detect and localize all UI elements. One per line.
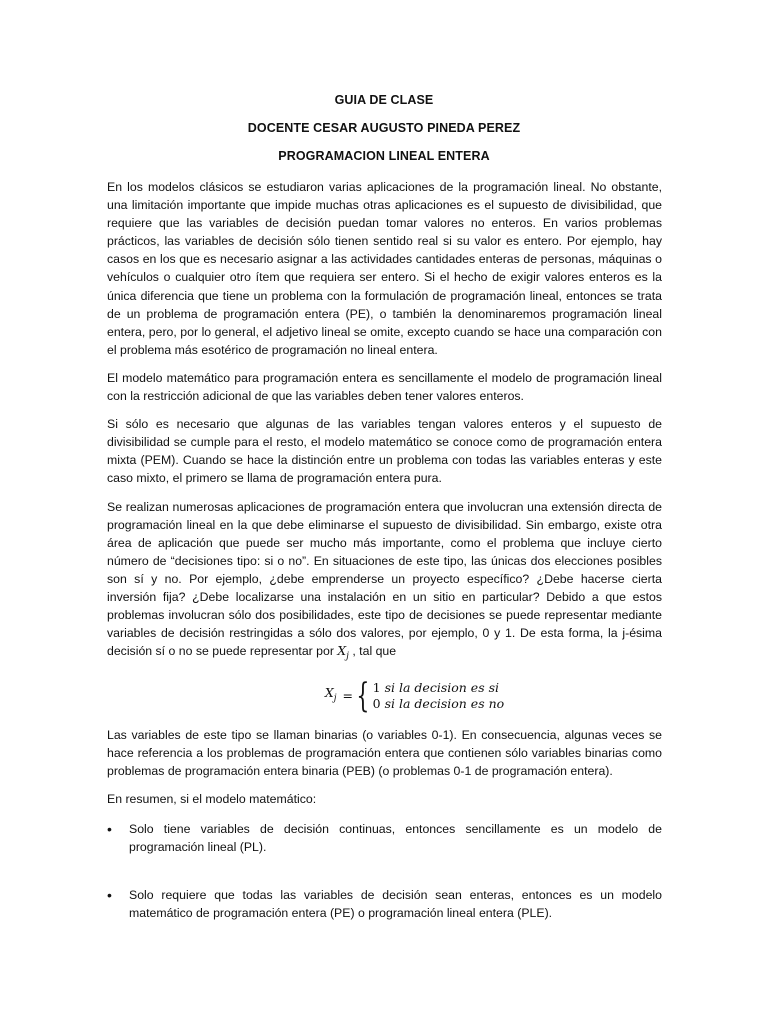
paragraph-intro: En los modelos clásicos se estudiaron varias aplicaciones de la programación lineal. No obstante, una limitación importante que impide muchas otras aplicaciones es el supuesto de divisibilidad, que requiere que las variables de decisión puedan tomar valores no enteros. En varios problemas prácticos, las variables de decisión sólo tienen sentido real si su valor es entero. Por ejemplo, hay casos en los que es necesario asignar a las actividades cantidades enteras de personas, máquinas o vehículos o cualquier otro ítem que requiera ser entero. Si el hecho de exigir valores enteros es la única diferencia que tiene un problema con la formulación de programación lineal, entonces se trata de un problema de programación entera (PE), o también la denominaremos programación lineal entera, pero, por lo general, el adjetivo lineal se omite, excepto cuando se hace una comparación con el problema más esotérico de programación no lineal entera.	[107, 180, 662, 357]
list-item: • Solo tiene variables de decisión continuas, entonces sencillamente es un modelo de programación lineal (PL).	[107, 820, 662, 856]
equation-brace: {	[356, 675, 370, 716]
summary-list	[107, 820, 662, 922]
paragraph-decisions	[107, 498, 662, 666]
teacher-name: DOCENTE CESAR AUGUSTO PINEDA PEREZ	[247, 121, 521, 135]
inline-variable-suffix: , tal que	[348, 644, 397, 659]
binary-variable-equation	[167, 676, 662, 716]
equation-lhs: $X_j$	[324, 685, 337, 704]
document-header	[0, 92, 768, 176]
document-body	[107, 178, 662, 953]
guide-title: GUIA DE CLASE	[334, 93, 434, 107]
paragraph-mixed: Si sólo es necesario que algunas de las variables tengan valores enteros y el supuesto de divisibilidad se cumple para el resto, el modelo matemático se conoce como de programación entera mixta (PEM). Cuando se hace la distinción entre un problema con todas las variables enteras y este caso mixto, el primero se llama de programación entera pura.	[107, 417, 662, 486]
paragraph-decisions-text: Se realizan numerosas aplicaciones de programación entera que involucran una extensión directa de programación lineal en la que debe eliminarse el supuesto de divisibilidad. Sin embargo, existe otra área de aplicación que puede ser mucho más importante, como el problema que incluye cierto número de “decisiones tipo: si o no”. En situaciones de este tipo, las únicas dos elecciones posibles son sí y no. Por ejemplo, ¿debe emprenderse un proyecto específico? ¿Debe hacerse cierta inversión fija? ¿Debe localizarse una instalación en un sitio en particular? Debido a que estos problemas involucran sólo dos posibilidades, este tipo de decisiones se puede representar mediante variables de decisión restringidas a sólo dos valores, por ejemplo, 0 y 1. De esta forma, la j-ésima decisión sí o no se puede representar por	[107, 499, 662, 659]
paragraph-binary: Las variables de este tipo se llaman binarias (o variables 0-1). En consecuencia, algunas veces se hace referencia a los problemas de programación entera que contienen sólo variables binarias como problemas de programación entera binaria (PEB) (o problemas 0-1 de programación entera).	[107, 727, 662, 778]
topic-title: PROGRAMACION LINEAL ENTERA	[278, 149, 490, 163]
paragraph-model: El modelo matemático para programación entera es sencillamente el modelo de programación lineal con la restricción adicional de que las variables deben tener valores enteros.	[107, 370, 662, 404]
equation-equals: =	[342, 687, 354, 703]
inline-variable-xj: $X_j$	[337, 644, 349, 662]
paragraph-summary: En resumen, si el modelo matemático:	[107, 792, 317, 807]
equation-case-no: 0 si la decision es no	[372, 695, 505, 711]
list-item: • Solo requiere que todas las variables de decisión sean enteras, entonces es un modelo matemático de programación entera (PE) o programación lineal entera (PLE).	[107, 886, 662, 922]
equation-cases	[373, 680, 504, 712]
equation-case-yes: 1 si la decision es si	[372, 679, 499, 695]
